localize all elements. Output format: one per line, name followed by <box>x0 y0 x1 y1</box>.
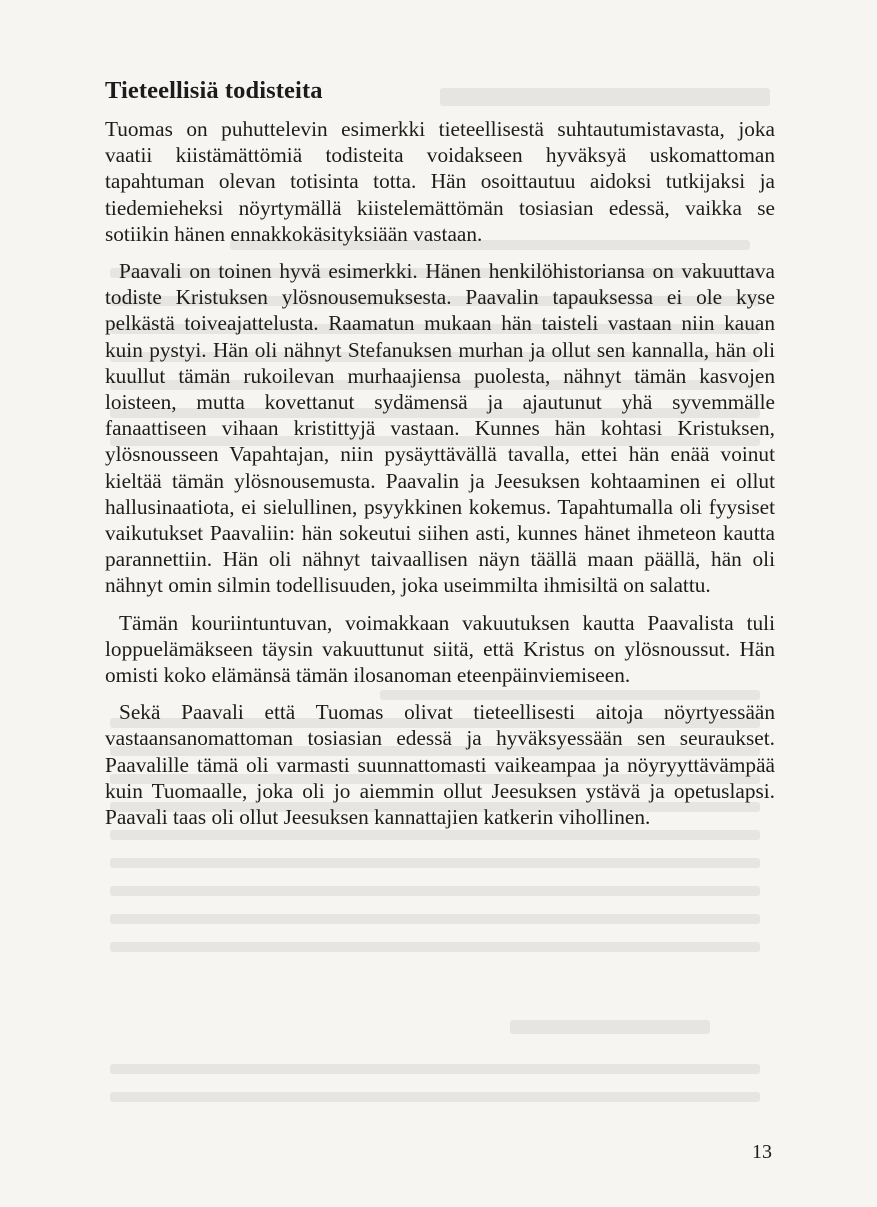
paragraph-1: Tuomas on puhuttelevin esimerkki tieteellisestä suhtautumistavasta, joka vaatii kiistämättömiä todisteita voidakseen hyväksyä uskomattoman tapahtuman olevan totisinta totta. Hän osoittautuu aidoksi tutkijaksi ja tiedemieheksi nöyrtymällä kiistelemättömän tosiasian edessä, vaikka se sotiikin hänen ennakkokäsityksiään vastaan. <box>105 117 775 246</box>
page-number: 13 <box>752 1141 772 1163</box>
paragraph-4: Sekä Paavali että Tuomas olivat tieteellisesti aitoja nöyrtyessään vastaansanomattoman tosiasian edessä ja hyväksyessään sen seuraukset. Paavalille tämä oli varmasti suunnattomasti vaikeampaa ja nöyryyttävämpää kuin Tuomaalle, joka oli jo aiemmin ollut Jeesuksen ystävä ja opetuslapsi. Paavali taas oli ollut Jeesuksen kannattajien katkerin vihollinen. <box>105 700 775 830</box>
paragraph-3: Tämän kouriintuntuvan, voimakkaan vakuutuksen kautta Paavalista tuli loppuelämäkseen täysin vakuuttunut siitä, että Kristus on ylösnoussut. Hän omisti koko elämänsä tämän ilosanoman eteenpäinviemiseen. <box>105 610 775 688</box>
section-heading: Tieteellisiä todisteita <box>105 77 323 104</box>
paragraph-2: Paavali on toinen hyvä esimerkki. Hänen henkilöhistoriansa on vakuuttava todiste Kristuksen ylösnousemuksesta. Paavalin tapauksessa ei ole kyse pelkästä toiveajattelusta. Raamatun mukaan hän taisteli vastaan niin kauan kuin pystyi. Hän oli nähnyt Stefanuksen murhan ja ollut sen kannalla, hän oli kuullut tämän rukoilevan murhaajiensa puolesta, nähnyt tämän kasvojen loisteen, mutta kovettanut sydämensä ja ajautunut yhä syvemmälle fanaattiseen vihaan kristittyjä vastaan. Kunnes hän kohtasi Kristuksen, ylösnousseen Vapahtajan, niin pysäyttävällä tavalla, ettei hän enää voinut kieltää tämän ylösnousemusta. Paavalin ja Jeesuksen kohtaaminen ei ollut hallusinaatiota, ei sielullinen, psyykkinen kokemus. Tapahtumalla oli fyysiset vaikutukset Paavaliin: hän sokeutui siihen asti, kunnes hänet ihmeteon kautta parannettiin. Hän oli nähnyt taivaallisen näyn täällä maan päällä, hän oli nähnyt omin silmin todellisuuden, joka useimmilta ihmisiltä on salattu. <box>105 259 775 598</box>
text-column <box>105 76 775 841</box>
